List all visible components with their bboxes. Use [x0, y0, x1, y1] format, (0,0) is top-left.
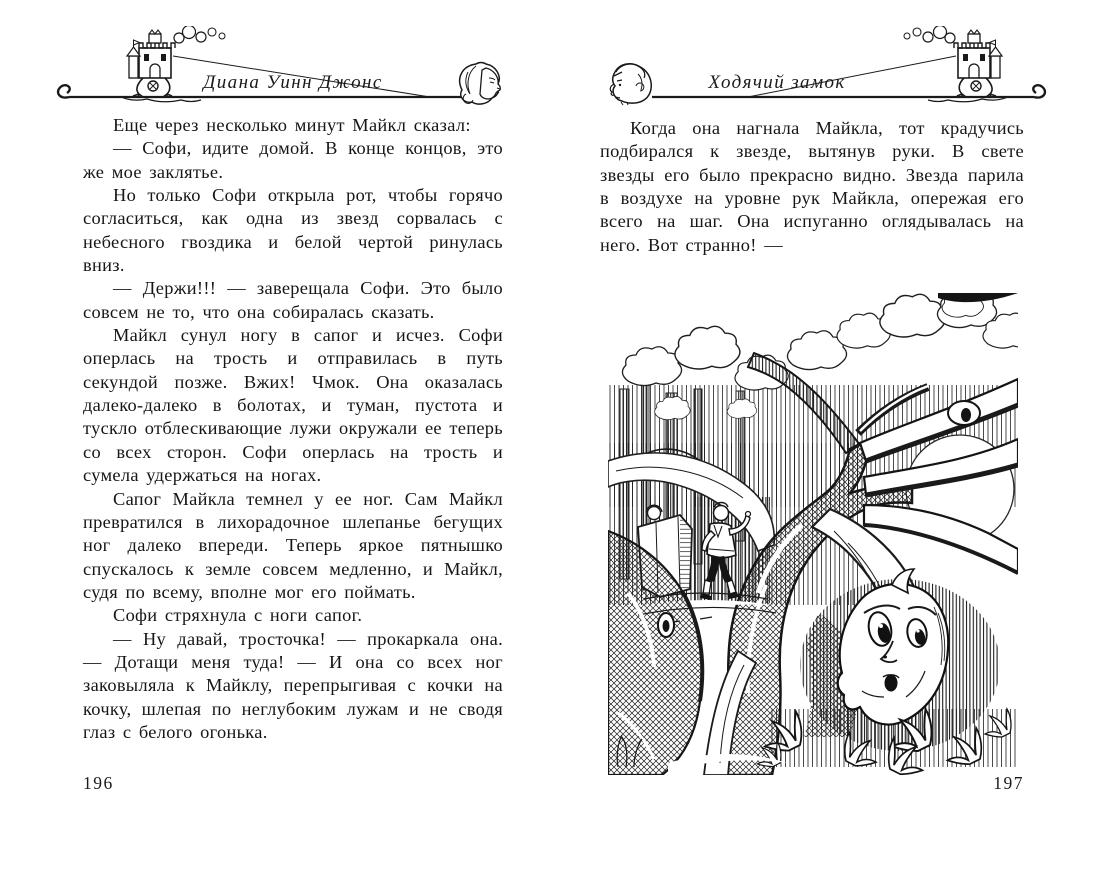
running-head-ornament-left [55, 26, 535, 106]
paragraph: Но только Софи открыла рот, чтобы горячо согласиться, как одна из звезд сорвалась с небесного гвоздика и белой чертой ринулась вниз. [83, 185, 503, 276]
paragraph: Еще через несколько минут Майкл сказал: [113, 115, 471, 135]
running-head-ornament-right [588, 26, 1068, 106]
page-number-left: 196 [83, 773, 114, 793]
paragraph: — Держи!!! — заверещала Софи. Это было совсем не то, что она собиралась сказать. [83, 278, 503, 322]
paragraph: — Софи, идите домой. В конце концов, это же мое заклятье. [83, 138, 503, 182]
paragraph: — Ну давай, тросточка! — прокаркала она. — Дотащи меня туда! — И она со всех ног заковыляла к Майклу, перепрыгивая с кочки на кочку, шлепая по неглубоким лужам и не сводя глаз с белого огонька. [83, 628, 503, 742]
paragraph: Майкл сунул ногу в сапог и исчез. Софи оперлась на трость и отправилась в путь секундой позже. Вжих! Чмок. Она оказалась далеко-далеко в болотах, и туман, пустота и тускло отблескивающие лужи окружали ее теперь со всех сторон. Софи оперлась на трость и сумела удержаться на ногах. [83, 325, 503, 486]
page-text-left [83, 114, 503, 744]
paragraph: Софи стряхнула с ноги сапог. [113, 605, 363, 626]
forest-tree-star-face-illustration [608, 293, 1018, 775]
page-text-right [600, 117, 1024, 257]
paragraph: Когда она нагнала Майкла, тот крадучись подбирался к звезде, вытянув руки. В свете звезды его было прекрасно видно. Звезда парила в воздухе на уровне рук Майкла, опережая его всего на шаг. Она испуганно оглядывалась на него. Вот странно! — [600, 118, 1024, 255]
page-number-right: 197 [993, 773, 1024, 793]
running-header-title: Ходячий замок [708, 72, 846, 93]
paragraph: Сапог Майкла темнел у ее ног. Сам Майкл превратился в лихорадочное шлепанье бегущих ног далеко впереди. Теперь яркое пятнышко спускалось к земле совсем медленно, и Майкл, судя по всему, вполне мог его поймать. [83, 488, 503, 602]
running-header-author: Диана Уинн Джонс [203, 72, 383, 93]
page-right [550, 0, 1100, 873]
